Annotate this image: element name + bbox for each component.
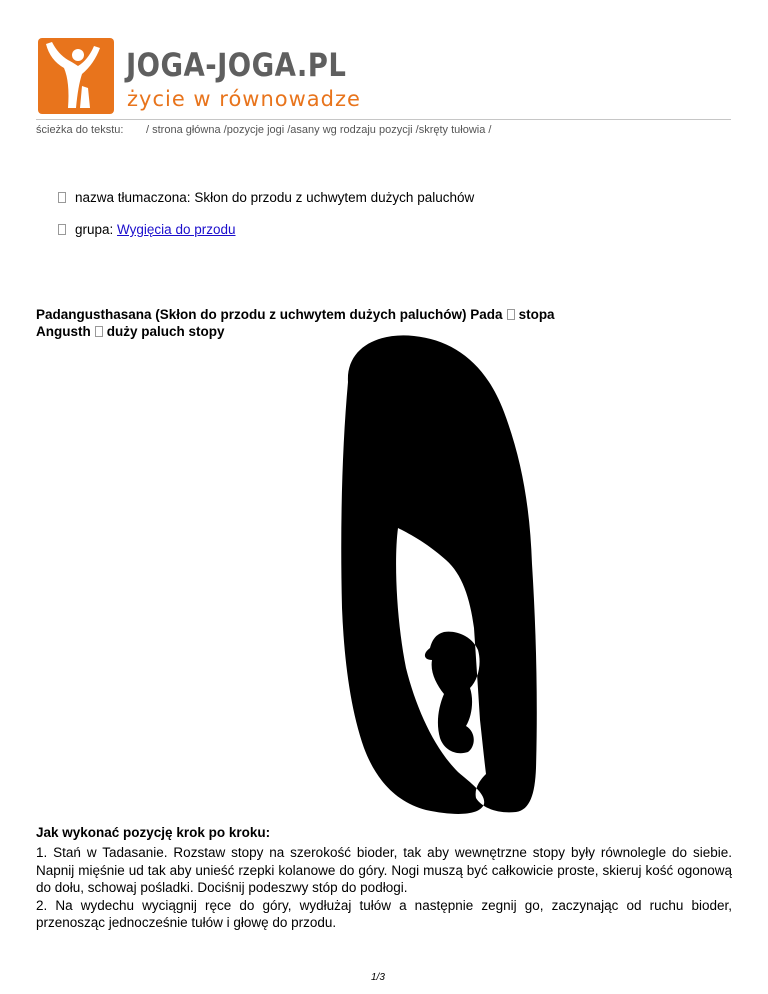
translated-name-label: nazwa tłumaczona: xyxy=(75,190,191,205)
bullet-box-icon xyxy=(58,224,66,235)
site-logo[interactable] xyxy=(38,38,361,114)
step-item: 2. Na wydechu wyciągnij ręce do góry, wydłużaj tułów a następnie zegnij go, zaczynając od ruchu bioder, przenosząc jednocześnie tułów i głowę do przodu. xyxy=(36,897,732,930)
yoga-figure-icon xyxy=(38,38,114,114)
header-divider xyxy=(36,119,731,120)
pose-title-part2: stopa xyxy=(518,307,555,322)
step-item: 1. Stań w Tadasanie. Rozstaw stopy na szerokość bioder, tak aby wewnętrzne stopy były równolegle do siebie. Napnij mięśnie ud tak aby unieść rzepki kolanowe do góry. Nogi muszą być całkowicie proste, skieruj kość ogonową do dołu, schowaj pośladki. Dociśnij podeszwy stóp do podłogi. xyxy=(36,845,732,895)
logo-tagline: życie w równowadze xyxy=(127,87,361,111)
breadcrumb xyxy=(36,124,491,136)
dash-box-icon xyxy=(95,326,103,337)
steps-heading: Jak wykonać pozycję krok po kroku: xyxy=(36,825,271,840)
dash-box-icon xyxy=(507,309,515,320)
breadcrumb-path[interactable]: / strona główna /pozycje jogi /asany wg rodzaju pozycji /skręty tułowia / xyxy=(146,124,492,136)
page-number: 1/3 xyxy=(371,972,385,983)
bullet-box-icon xyxy=(58,192,66,203)
breadcrumb-label: ścieżka do tekstu: xyxy=(36,124,124,136)
group-row xyxy=(58,222,236,237)
group-label: grupa: xyxy=(75,222,114,237)
group-link[interactable]: Wygięcia do przodu xyxy=(117,222,236,237)
translated-name-value: Skłon do przodu z uchwytem dużych paluchów xyxy=(194,190,475,205)
pose-title-part4: duży paluch stopy xyxy=(106,324,225,339)
pose-title-part3: Angusth xyxy=(36,324,91,339)
forward-bend-pose-silhouette-icon xyxy=(326,328,540,818)
pose-title-part1: Padangusthasana (Skłon do przodu z uchwytem dużych paluchów) Pada xyxy=(36,307,503,322)
steps-list xyxy=(36,844,732,932)
logo-brand-text: JOGA-JOGA.PL xyxy=(126,46,347,84)
translated-name-row xyxy=(58,190,474,205)
